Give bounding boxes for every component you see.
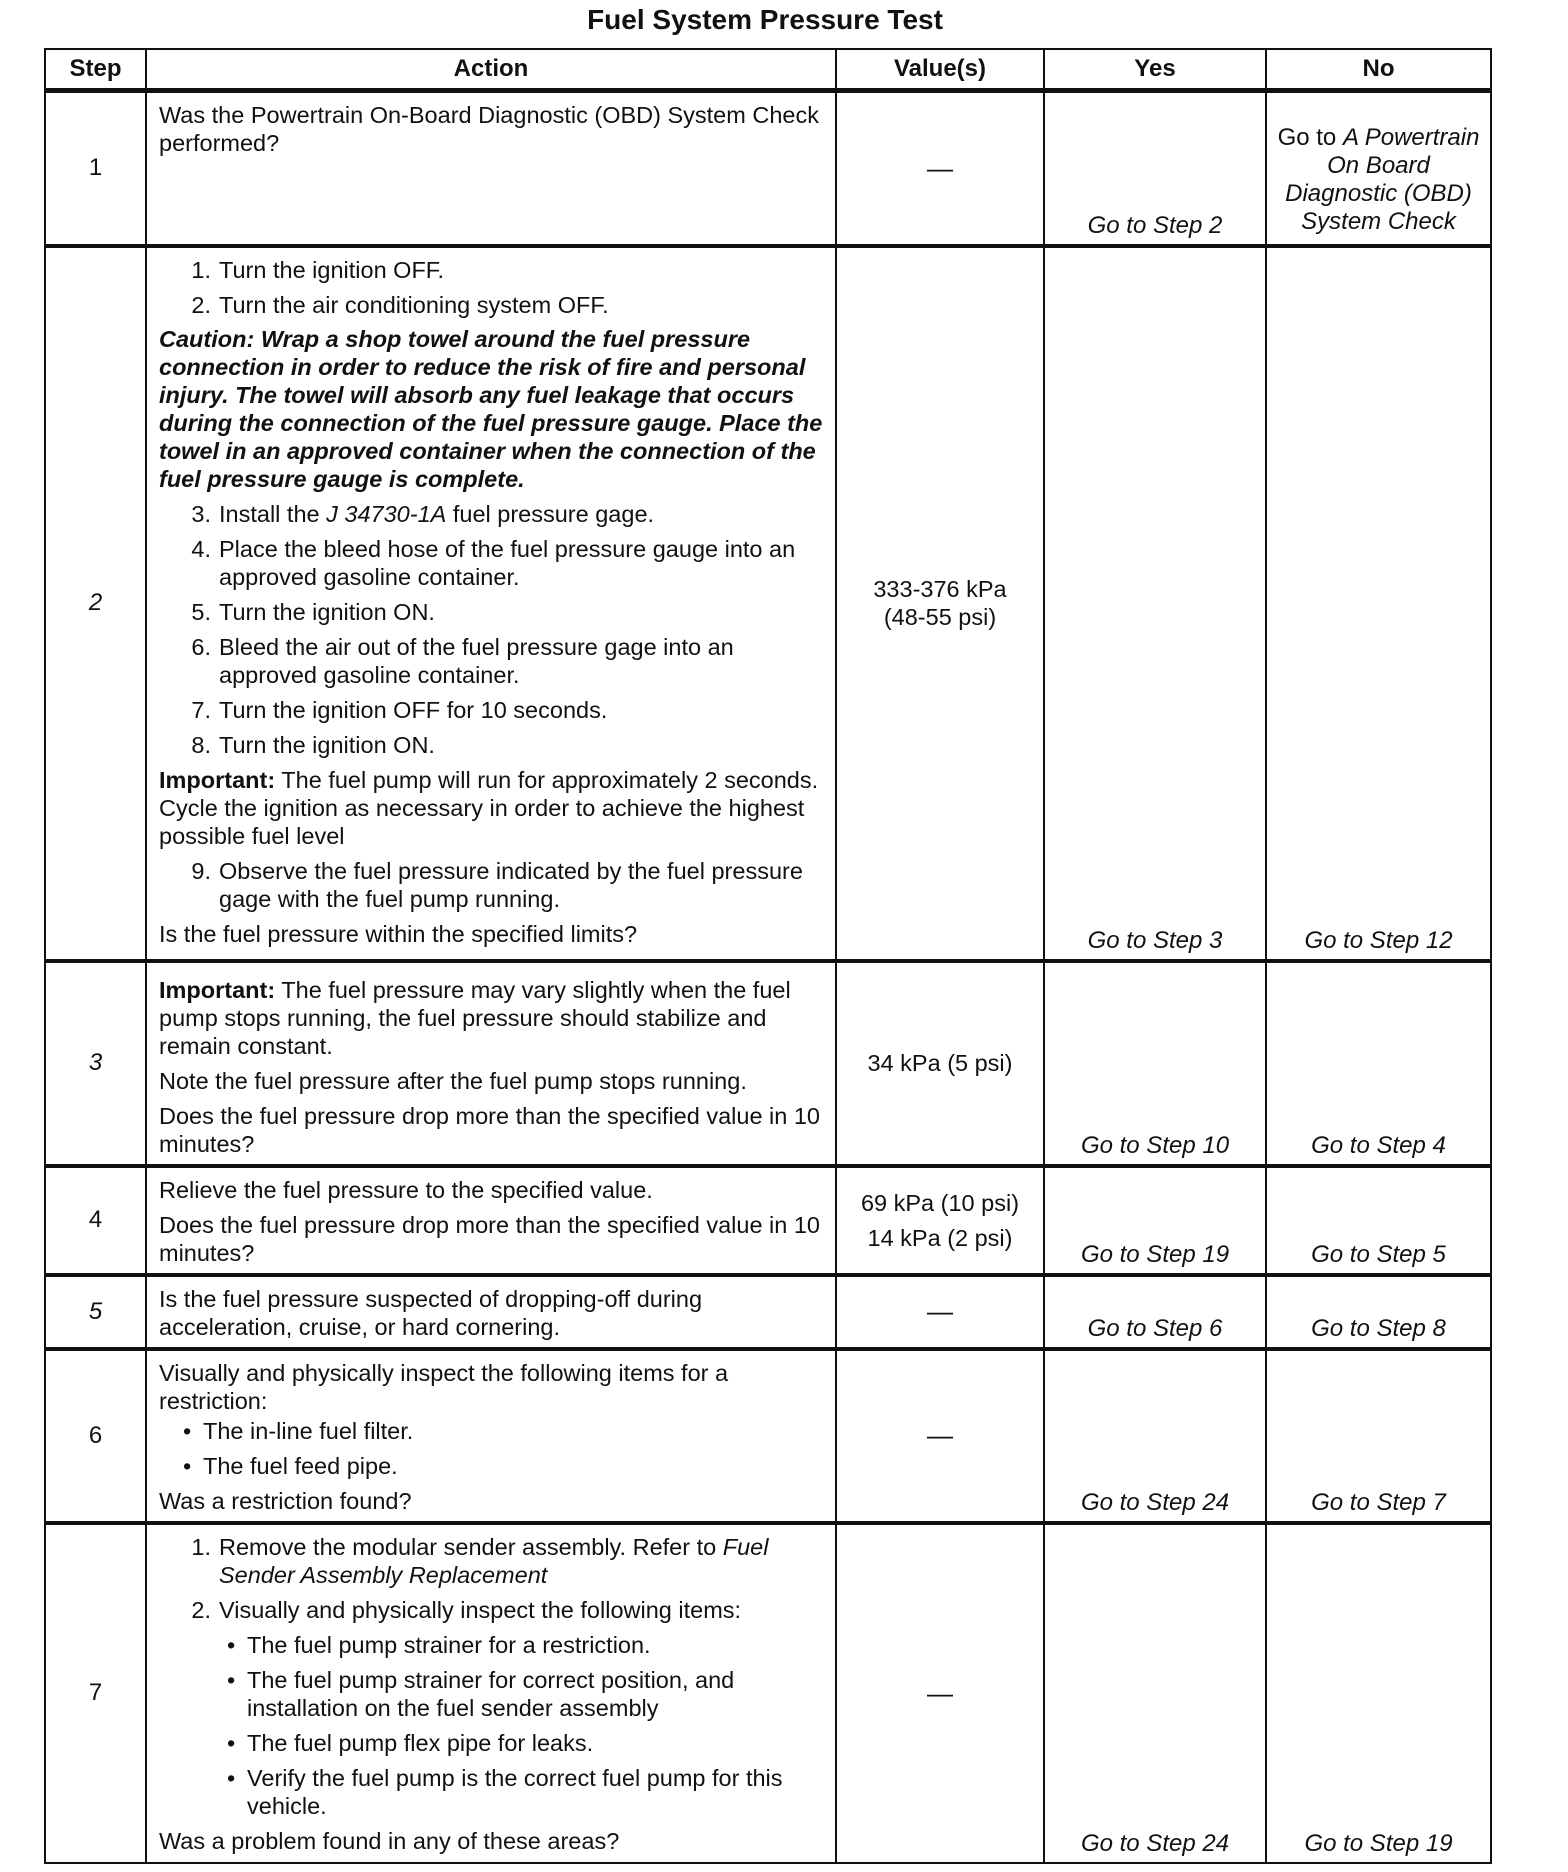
no-prefix: Go to xyxy=(1277,123,1343,151)
action-cell xyxy=(146,1166,836,1275)
step-number: 7 xyxy=(45,1523,146,1863)
action-question: Does the fuel pressure drop more than the specified value in 10 minutes? xyxy=(159,1102,821,1157)
action-cell xyxy=(146,246,836,961)
no-target: Go to Step 4 xyxy=(1311,1131,1446,1159)
list-item: 6. Bleed the air out of the fuel pressure gage into an approved gasoline container. xyxy=(191,633,734,688)
value-psi: (48-55 psi) xyxy=(883,604,997,630)
list-item: • Verify the fuel pump is the correct fuel pump for this vehicle. xyxy=(227,1764,783,1819)
yes-target: Go to Step 6 xyxy=(1087,1314,1223,1342)
yes-target: Go to Step 3 xyxy=(1087,926,1223,954)
yes-cell xyxy=(1044,1166,1266,1275)
step-number: 6 xyxy=(45,1349,146,1523)
table-row xyxy=(45,246,1491,961)
yes-cell xyxy=(1044,1523,1266,1863)
value-cell xyxy=(836,1275,1044,1349)
tool-reference: J 34730-1A xyxy=(326,500,447,527)
yes-target: Go to Step 24 xyxy=(1080,1829,1230,1857)
action-instruction: Visually and physically inspect the following items for a restriction: xyxy=(159,1359,729,1414)
list-item: 7. Turn the ignition OFF for 10 seconds. xyxy=(191,696,608,723)
no-cell xyxy=(1266,961,1491,1166)
no-cell xyxy=(1266,1523,1491,1863)
list-item: • The fuel feed pipe. xyxy=(183,1452,398,1479)
value-cell xyxy=(836,1523,1044,1863)
yes-target: Go to Step 2 xyxy=(1087,211,1223,239)
action-instruction: Relieve the fuel pressure to the specified value. xyxy=(159,1176,653,1203)
procedure-link[interactable]: Fuel Sender Assembly Replacement xyxy=(219,1533,769,1588)
no-target: Go to Step 7 xyxy=(1311,1488,1446,1516)
no-cell xyxy=(1266,1275,1491,1349)
list-item: 8. Turn the ignition ON. xyxy=(191,731,435,758)
yes-target: Go to Step 19 xyxy=(1080,1240,1230,1268)
value-cell xyxy=(836,91,1044,246)
table-row xyxy=(45,1523,1491,1863)
action-question: Was a problem found in any of these areas? xyxy=(159,1827,620,1854)
no-target: Go to Step 12 xyxy=(1304,926,1453,954)
list-item: 5. Turn the ignition ON. xyxy=(191,598,435,625)
value-dash: — xyxy=(927,152,953,183)
action-cell xyxy=(146,961,836,1166)
yes-target: Go to Step 10 xyxy=(1080,1131,1230,1159)
table-row xyxy=(45,961,1491,1166)
value-text: 14 kPa (2 psi) xyxy=(867,1224,1013,1251)
action-question: Was the Powertrain On-Board Diagnostic (OBD) System Check performed? xyxy=(159,102,819,156)
step-number: 5 xyxy=(45,1275,146,1349)
page-title: Fuel System Pressure Test xyxy=(587,4,943,35)
value-dash: — xyxy=(927,1296,953,1326)
important-note: Important: The fuel pump will run for approximately 2 seconds. Cycle the ignition as necessary in order to achieve the highest possible fuel level xyxy=(159,766,819,849)
yes-cell xyxy=(1044,1349,1266,1523)
header-values: Value(s) xyxy=(836,49,1044,91)
list-item: • The fuel pump flex pipe for leaks. xyxy=(227,1729,594,1756)
no-target: Go to Step 5 xyxy=(1311,1240,1446,1268)
no-cell xyxy=(1266,1349,1491,1523)
yes-cell xyxy=(1044,961,1266,1166)
value-cell xyxy=(836,961,1044,1166)
header-yes: Yes xyxy=(1044,49,1266,91)
list-item: 2. Turn the air conditioning system OFF. xyxy=(191,291,609,318)
caution-note: Caution: Wrap a shop towel around the fuel pressure connection in order to reduce the risk of fire and personal injury. The towel will absorb any fuel leakage that occurs during the connection of the fuel pressure gauge. Place the towel in an approved container when the connection of the fuel pressure gauge is complete. xyxy=(159,325,823,492)
no-target: Go to Step 8 xyxy=(1311,1314,1446,1342)
yes-cell xyxy=(1044,1275,1266,1349)
step-number: 2 xyxy=(45,246,146,961)
procedure-table xyxy=(44,48,1492,1864)
no-target: Go to Step 19 xyxy=(1304,1829,1453,1857)
action-question: Was a restriction found? xyxy=(159,1487,412,1514)
value-text: 34 kPa (5 psi) xyxy=(867,1050,1013,1076)
action-note: Note the fuel pressure after the fuel pump stops running. xyxy=(159,1067,747,1094)
no-target-link[interactable]: A Powertrain On Board Diagnostic (OBD) System Check xyxy=(1285,123,1480,235)
important-note: Important: The fuel pressure may vary slightly when the fuel pump stops running, the fuel pressure should stabilize and remain constant. xyxy=(159,976,791,1059)
value-dash: — xyxy=(927,1677,953,1708)
value-kpa: 333-376 kPa xyxy=(873,576,1007,602)
action-cell xyxy=(146,1275,836,1349)
step-number: 3 xyxy=(45,961,146,1166)
list-item: 2. Visually and physically inspect the following items: xyxy=(191,1596,742,1623)
action-cell xyxy=(146,1349,836,1523)
header-action: Action xyxy=(146,49,836,91)
list-item: • The in-line fuel filter. xyxy=(183,1417,414,1444)
action-cell xyxy=(146,1523,836,1863)
header-no: No xyxy=(1266,49,1491,91)
yes-cell xyxy=(1044,91,1266,246)
table-row xyxy=(45,1275,1491,1349)
list-item: 3. Install the J 34730-1A fuel pressure gage. xyxy=(191,500,655,527)
header-step: Step xyxy=(45,49,146,91)
value-cell xyxy=(836,1166,1044,1275)
value-cell xyxy=(836,246,1044,961)
table-row xyxy=(45,1349,1491,1523)
value-cell xyxy=(836,1349,1044,1523)
list-item: • The fuel pump strainer for correct position, and installation on the fuel sender assembly xyxy=(227,1666,735,1721)
table-header-row xyxy=(45,49,1491,91)
no-cell xyxy=(1266,246,1491,961)
yes-cell xyxy=(1044,246,1266,961)
list-item: 1. Turn the ignition OFF. xyxy=(191,256,445,283)
action-question: Does the fuel pressure drop more than the specified value in 10 minutes? xyxy=(159,1211,821,1266)
list-item: • The fuel pump strainer for a restriction. xyxy=(227,1631,651,1658)
table-row xyxy=(45,1166,1491,1275)
no-cell xyxy=(1266,91,1491,246)
action-question: Is the fuel pressure suspected of dropping-off during acceleration, cruise, or hard cornering. xyxy=(159,1285,703,1340)
yes-target: Go to Step 24 xyxy=(1080,1488,1230,1516)
list-item: 9. Observe the fuel pressure indicated by the fuel pressure gage with the fuel pump running. xyxy=(191,857,803,912)
value-dash: — xyxy=(927,1420,953,1450)
value-text: 69 kPa (10 psi) xyxy=(860,1189,1020,1216)
table-row xyxy=(45,91,1491,246)
action-question: Is the fuel pressure within the specified limits? xyxy=(159,920,638,947)
step-number: 4 xyxy=(45,1166,146,1275)
step-number: 1 xyxy=(45,91,146,246)
action-cell xyxy=(146,91,836,246)
list-item: 1. Remove the modular sender assembly. Refer to Fuel Sender Assembly Replacement xyxy=(191,1533,769,1588)
no-cell xyxy=(1266,1166,1491,1275)
list-item: 4. Place the bleed hose of the fuel pressure gauge into an approved gasoline container. xyxy=(191,535,796,590)
